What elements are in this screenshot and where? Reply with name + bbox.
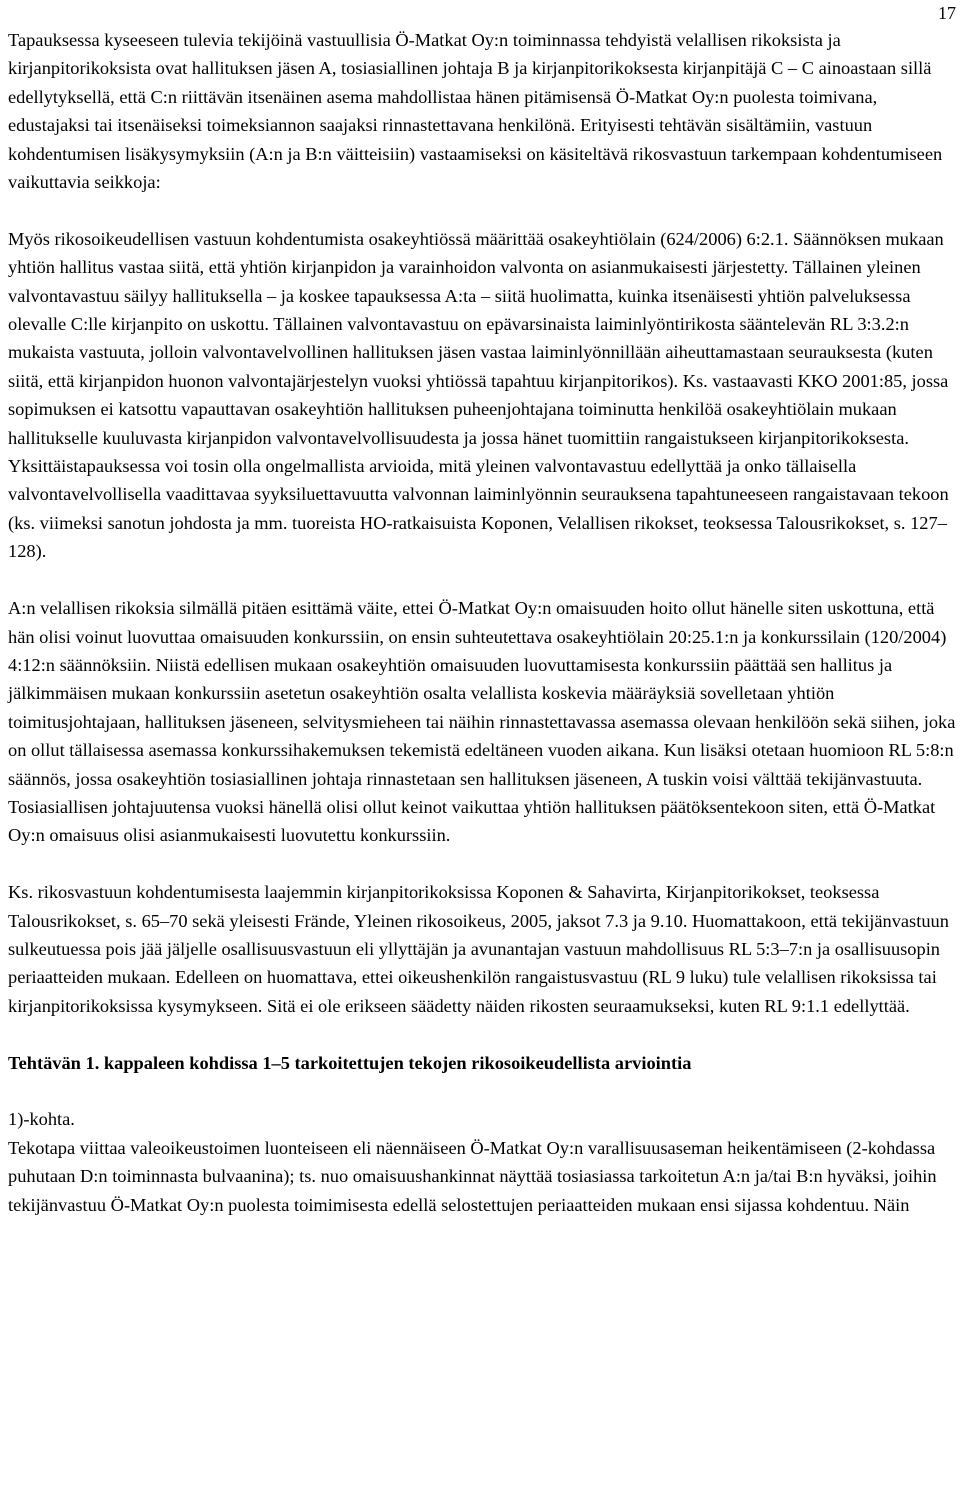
paragraph-gap: [8, 850, 960, 878]
paragraph-4: Ks. rikosvastuun kohdentumisesta laajemmin kirjanpitorikoksissa Koponen & Sahavirta, Kirjanpitorikokset, teoksessa Talousrikokset, s. 65–70 sekä yleisesti Frände, Yleinen rikosoikeus, 2005, jaksot 7.3 ja 9.10. Huomattakoon, että tekijänvastuun sulkeutuessa pois jää jäljelle osallisuusvastuun eli yllyttäjän ja avunantajan vastuun mahdollisuus RL 5:3–7:n ja osallisuusopin periaatteiden mukaan. Edelleen on huomattava, ettei oikeushenkilön rangaistusvastuu (RL 9 luku) tule velallisen rikoksissa tai kirjanpitorikoksissa kysymykseen. Sitä ei ole erikseen säädetty näiden rikosten seuraamukseksi, kuten RL 9:1.1 edellyttää.: [8, 882, 949, 1016]
paragraph-gap: [8, 1077, 960, 1105]
paragraph-gap: [8, 196, 960, 224]
paragraph-3: A:n velallisen rikoksia silmällä pitäen esittämä väite, ettei Ö-Matkat Oy:n omaisuuden hoito ollut hänelle siten uskottuna, että hän olisi voinut luovuttaa omaisuuden konkurssiin, on ensin suhteutettava osakeyhtiölain 20:25.1:n ja konkurssilain (120/2004) 4:12:n säännöksiin. Niistä edellisen mukaan osakeyhtiön omaisuuden luovuttamisesta konkurssiin päättää sen hallitus ja jälkimmäisen mukaan konkurssiin asetetun osakeyhtiön osalta velallista koskevia määräyksiä sovelletaan yhtiön toimitusjohtajaan, hallituksen jäseneen, selvitysmieheen tai näihin rinnastettavassa asemassa olevaan henkilöön sekä siihen, joka on ollut tällaisessa asemassa konkurssihakemuksen tekemistä edeltäneen vuoden aikana. Kun lisäksi otetaan huomioon RL 5:8:n säännös, jossa osakeyhtiön tosiasiallinen johtaja rinnastetaan sen hallituksen jäseneen, A tuskin voisi välttää tekijänvastuuta. Tosiasiallisen johtajuutensa vuoksi hänellä olisi ollut keinot vaikuttaa yhtiön hallituksen päätöksentekoon siten, että Ö-Matkat Oy:n omaisuus olisi asianmukaisesti luovutettu konkurssiin.: [8, 598, 956, 846]
page-number: 17: [938, 3, 956, 23]
subsection-label: 1)-kohta.: [8, 1109, 75, 1130]
paragraph-5: Tekotapa viittaa valeoikeustoimen luonteiseen eli näennäiseen Ö-Matkat Oy:n varallisuusaseman heikentämiseen (2-kohdassa puhutaan D:n toiminnasta bulvaanina); ts. nuo omaisuushankinnat näyttää tosiasiassa tarkoitetun A:n ja/tai B:n hyväksi, joihin tekijänvastuu Ö-Matkat Oy:n puolesta toimimisesta edellä selostettujen periaatteiden mukaan ensi sijassa kohdentuu. Näin: [8, 1137, 937, 1215]
paragraph-gap: [8, 566, 960, 594]
document-body: [8, 26, 960, 1219]
paragraph-1: Tapauksessa kyseeseen tulevia tekijöinä vastuullisia Ö-Matkat Oy:n toiminnassa tehdyistä velallisen rikoksista ja kirjanpitorikoksista ovat hallituksen jäsen A, tosiasiallinen johtaja B ja kirjanpitorikoksesta kirjanpitäjä C – C ainoastaan sillä edellytyksellä, että C:n riittävän itsenäinen asema mahdollistaa hänen pitämisensä Ö-Matkat Oy:n puolesta toimivana, edustajaksi tai itsenäiseksi toimeksiannon saajaksi rinnastettavana henkilönä. Erityisesti tehtävän sisältämiin, vastuun kohdentumisen lisäkysymyksiin (A:n ja B:n väitteisiin) vastaamiseksi on käsiteltävä rikosvastuun tarkempaan kohdentumiseen vaikuttavia seikkoja:: [8, 30, 943, 193]
section-heading: Tehtävän 1. kappaleen kohdissa 1–5 tarkoitettujen tekojen rikosoikeudellista arviointia: [8, 1052, 692, 1073]
paragraph-gap: [8, 1020, 960, 1048]
paragraph-2: Myös rikosoikeudellisen vastuun kohdentumista osakeyhtiössä määrittää osakeyhtiölain (624/2006) 6:2.1. Säännöksen mukaan yhtiön hallitus vastaa siitä, että yhtiön kirjanpidon ja varainhoidon valvonta on asianmukaisesti järjestetty. Tällainen yleinen valvontavastuu säilyy hallituksella – ja koskee tapauksessa A:ta – siitä huolimatta, kuinka itsenäisesti yhtiön palveluksessa olevalle C:lle kirjanpito on uskottu. Tällainen valvontavastuu on epävarsinaista laiminlyöntirikosta sääntelevän RL 3:3.2:n mukaista vastuuta, jolloin valvontavelvollinen hallituksen jäsen vastaa laiminlyönnillään aiheuttamastaan seurauksesta (kuten siitä, että kirjanpidon huonon valvontajärjestelyn vuoksi yhtiössä tapahtuu kirjanpitorikos). Ks. vastaavasti KKO 2001:85, jossa sopimuksen ei katsottu vapauttavan osakeyhtiön hallituksen puheenjohtajana toiminutta henkilöä osakeyhtiölain mukaan hallitukselle kuuluvasta kirjanpidon valvontavelvollisuudesta ja jossa hänet tuomittiin rangaistukseen kirjanpitorikoksesta. Yksittäistapauksessa voi tosin olla ongelmallista arvioida, mitä yleinen valvontavastuu edellyttää ja onko tällaisella valvontavelvollisella vaadittavaa syyksiluettavuutta valvonnan laiminlyönnin seurauksena tapahtuneeseen rangaistavaan tekoon (ks. viimeksi sanotun johdosta ja mm. tuoreista HO-ratkaisuista Koponen, Velallisen rikokset, teoksessa Talousrikokset, s. 127–128).: [8, 228, 949, 562]
